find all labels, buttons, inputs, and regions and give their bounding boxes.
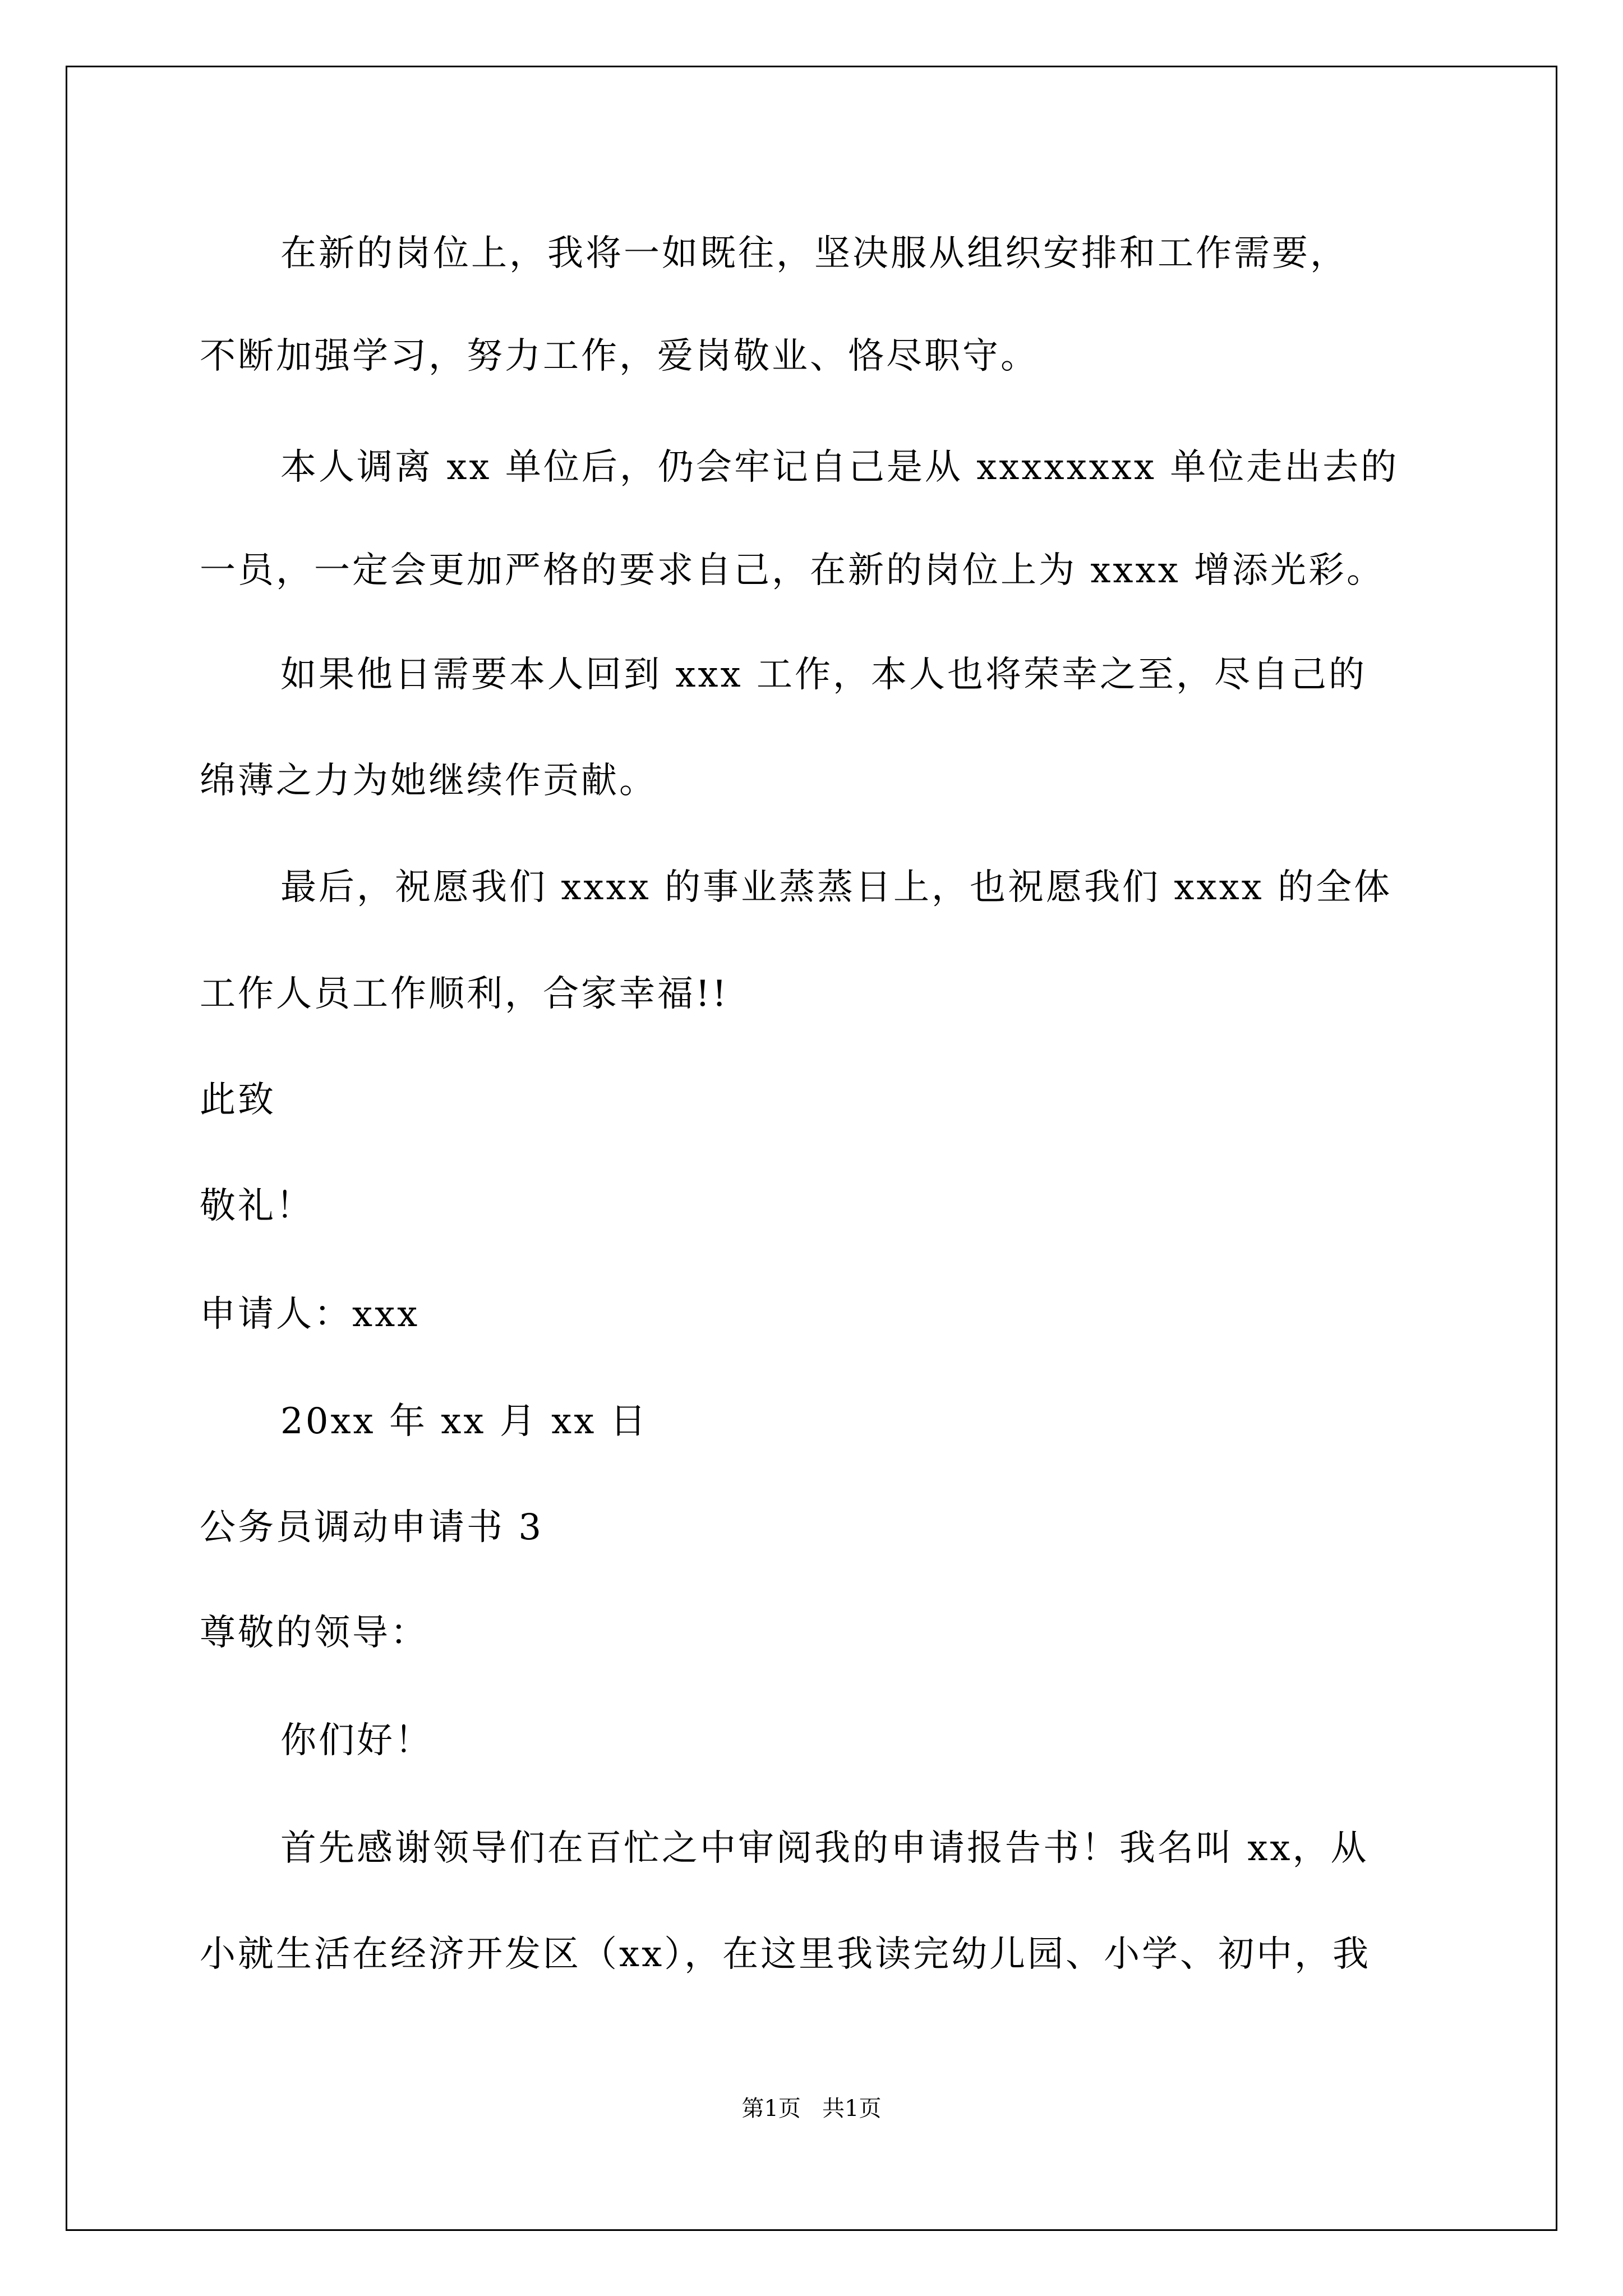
greeting: 尊敬的领导： bbox=[200, 1612, 428, 1654]
closing-salutation: 此致 bbox=[200, 1079, 276, 1121]
paragraph-line: 绵薄之力为她继续作贡献。 bbox=[200, 760, 657, 802]
paragraph-line: 在新的岗位上，我将一如既往，坚决服从组织安排和工作需要， bbox=[280, 233, 1348, 274]
paragraph-line: 首先感谢领导们在百忙之中审阅我的申请报告书！我名叫 xx，从 bbox=[280, 1828, 1369, 1869]
page-border bbox=[66, 66, 1557, 2231]
applicant-signature: 申请人：xxx bbox=[200, 1294, 420, 1335]
paragraph-line: 不断加强学习，努力工作，爱岗敬业、恪尽职守。 bbox=[200, 335, 1039, 377]
closing-regards: 敬礼！ bbox=[200, 1185, 314, 1227]
paragraph-line: 工作人员工作顺利，合家幸福!! bbox=[200, 973, 729, 1015]
paragraph-line: 本人调离 xx 单位后，仍会牢记自己是从 xxxxxxxx 单位走出去的 bbox=[280, 447, 1399, 488]
paragraph-line: 最后，祝愿我们 xxxx 的事业蒸蒸日上，也祝愿我们 xxxx 的全体 bbox=[280, 867, 1393, 908]
greeting-hello: 你们好！ bbox=[280, 1720, 433, 1761]
section-title: 公务员调动申请书 3 bbox=[200, 1507, 544, 1548]
paragraph-line: 如果他日需要本人回到 xxx 工作，本人也将荣幸之至，尽自己的 bbox=[280, 654, 1367, 696]
date-line: 20xx 年 xx 月 xx 日 bbox=[280, 1401, 648, 1442]
paragraph-line: 一员，一定会更加严格的要求自己，在新的岗位上为 xxxx 增添光彩。 bbox=[200, 550, 1385, 591]
paragraph-line: 小就生活在经济开发区（xx），在这里我读完幼儿园、小学、初中，我 bbox=[200, 1934, 1371, 1975]
page-number-footer: 第1页 共1页 bbox=[741, 2096, 882, 2122]
